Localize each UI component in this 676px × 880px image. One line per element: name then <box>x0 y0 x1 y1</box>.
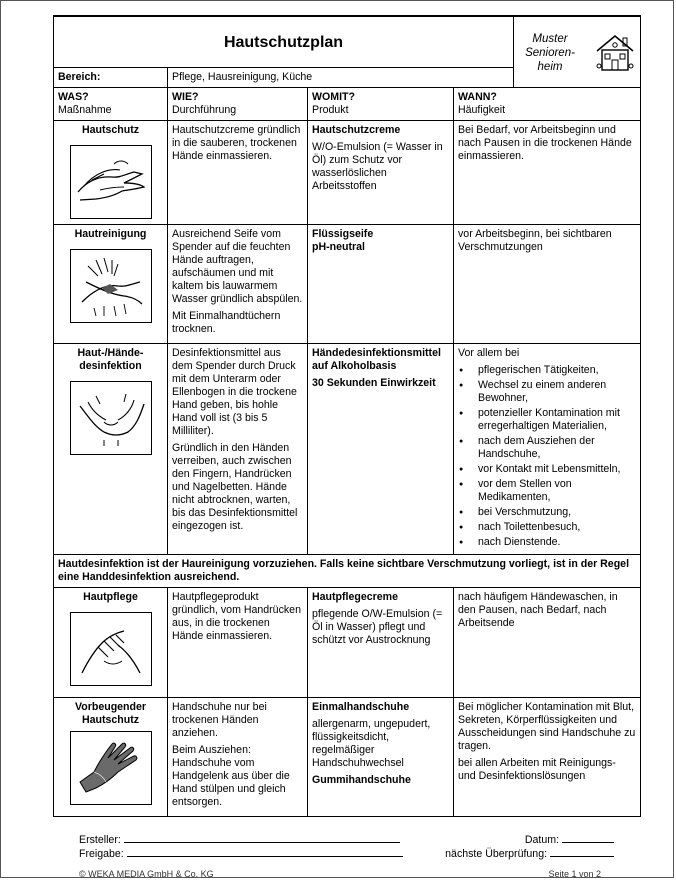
measure-cell: Hautschutz <box>54 121 168 225</box>
freigabe-field: Freigabe: <box>79 845 403 861</box>
house-icon <box>594 33 636 73</box>
measure-cell: Hautreinigung <box>54 225 168 344</box>
hand-washing-icon <box>70 249 152 323</box>
glove-icon <box>70 731 152 805</box>
product-cell: Hautschutzcreme W/O-Emulsion (= Wasser in Öl) zum Schutz vor wasserlöslichen Arbeitsstoffen <box>308 121 454 225</box>
col-header-wann: WANN? Häufigkeit <box>454 88 641 121</box>
column-header-row <box>54 88 641 121</box>
signature-footer <box>79 831 614 859</box>
next-review-field: nächste Überprüfung: <box>445 845 614 861</box>
document-title: Hautschutzplan <box>54 16 514 68</box>
copyright: © WEKA MEDIA GmbH & Co. KG <box>79 869 214 879</box>
bereich-label: Bereich: <box>54 68 168 88</box>
when-cell: Bei Bedarf, vor Arbeitsbeginn und nach Pausen in die trockenen Hände einmassieren. <box>454 121 641 225</box>
bereich-value: Pflege, Hausreinigung, Küche <box>168 68 514 88</box>
how-cell: Desinfektionsmittel aus dem Spender durch Druck mit dem Unterarm oder Ellenbogen in die trockene Hand geben, bis hohle Hand voll ist (3 bis 5 Milliliter). Gründlich in den Händen verreiben, auch zwischen den Fingern, Handrücken und Nagelbetten. Hände nicht abtrocknen, warten, bis das Desinfektionsmittel eingezogen ist. <box>168 344 308 555</box>
col-header-was: WAS? Maßnahme <box>54 88 168 121</box>
list-item: ● pflegerischen Tätigkeiten, <box>458 364 636 377</box>
hand-cream-icon <box>70 145 152 219</box>
list-item: ● vor dem Stellen von Medikamenten, <box>458 478 636 504</box>
table-row <box>54 344 641 555</box>
table-row <box>54 121 641 225</box>
datum-field: Datum: <box>525 831 614 847</box>
logo-text: Muster Senioren- heim <box>525 33 575 73</box>
plan-table <box>53 15 641 817</box>
title-row <box>54 16 641 68</box>
when-list <box>458 364 636 549</box>
how-cell: Ausreichend Seife vom Spender auf die feuchten Hände auftragen, aufschäumen und mit kaltem bis lauwarmem Wasser gründlich abspülen. Mit Einmalhandtüchern trocknen. <box>168 225 308 344</box>
list-item: ● nach dem Ausziehen der Handschuhe, <box>458 435 636 461</box>
measure-cell: Haut-/Hände-desinfektion <box>54 344 168 555</box>
list-item: ● potenzieller Kontamination mit erregerhaltigen Materialien, <box>458 407 636 433</box>
page-number: Seite 1 von 2 <box>548 869 601 879</box>
when-cell: vor Arbeitsbeginn, bei sichtbaren Verschmutzungen <box>454 225 641 344</box>
how-cell: Hautpflegeprodukt gründlich, vom Handrücken aus, in die trockenen Hände einmassieren. <box>168 588 308 698</box>
ersteller-field: Ersteller: <box>79 831 400 847</box>
skin-protection-plan <box>53 15 640 817</box>
table-row <box>54 225 641 344</box>
list-item: ● Wechsel zu einem anderen Bewohner, <box>458 379 636 405</box>
hand-care-icon <box>70 612 152 686</box>
measure-cell: Hautpflege <box>54 588 168 698</box>
measure-cell: Vorbeugender Hautschutz <box>54 698 168 817</box>
product-cell: Hautpflegecreme pflegende O/W-Emulsion (= Öl in Wasser) pflegt und schützt vor Austrocknung <box>308 588 454 698</box>
list-item: ● vor Kontakt mit Lebensmitteln, <box>458 463 636 476</box>
col-header-womit: WOMIT? Produkt <box>308 88 454 121</box>
when-cell: Vor allem bei ● pflegerischen Tätigkeiten, ● Wechsel zu einem anderen Bewohner, ● potenzieller Kontamination mit erregerhaltigen Materialien, ● nach dem Ausziehen der Handschuhe, ● vor Kontakt mit Lebensmitteln, ● vor dem Stellen von Medikamenten, ● bei Verschmutzung, ● nach Toilettenbesuch, ● nach Dienstende. <box>454 344 641 555</box>
note-text: Hautdesinfektion ist der Haureinigung vorzuziehen. Falls keine sichtbare Verschmutzung vorliegt, ist in der Regel eine Handdesinfektion ausreichend. <box>54 555 641 588</box>
list-item: ● nach Toilettenbesuch, <box>458 521 636 534</box>
table-row <box>54 588 641 698</box>
list-item: ● nach Dienstende. <box>458 536 636 549</box>
how-cell: Hautschutzcreme gründlich in die sauberen, trockenen Hände einmassieren. <box>168 121 308 225</box>
page-footer <box>79 869 601 879</box>
product-cell: Flüssigseife pH-neutral <box>308 225 454 344</box>
note-row <box>54 555 641 588</box>
hand-disinfection-icon <box>70 381 152 455</box>
how-cell: Handschuhe nur bei trockenen Händen anziehen. Beim Ausziehen: Handschuhe vom Handgelenk aus über die Hand stülpen und gleich entsorgen. <box>168 698 308 817</box>
product-cell: Einmalhandschuhe allergenarm, ungepudert, flüssigkeitsdicht, regelmäßiger Handschuhwechsel Gummihandschuhe <box>308 698 454 817</box>
table-row <box>54 698 641 817</box>
when-cell: Bei möglicher Kontamination mit Blut, Sekreten, Körperflüssigkeiten und Ausscheidungen sind Handschuhe zu tragen. bei allen Arbeiten mit Reinigungs- und Desinfektionslösungen <box>454 698 641 817</box>
col-header-wie: WIE? Durchführung <box>168 88 308 121</box>
list-item: ● bei Verschmutzung, <box>458 506 636 519</box>
product-cell: Händedesinfektionsmittel auf Alkoholbasis 30 Sekunden Einwirkzeit <box>308 344 454 555</box>
logo-box <box>514 16 641 88</box>
when-cell: nach häufigem Händewaschen, in den Pausen, nach Bedarf, nach Arbeitsende <box>454 588 641 698</box>
